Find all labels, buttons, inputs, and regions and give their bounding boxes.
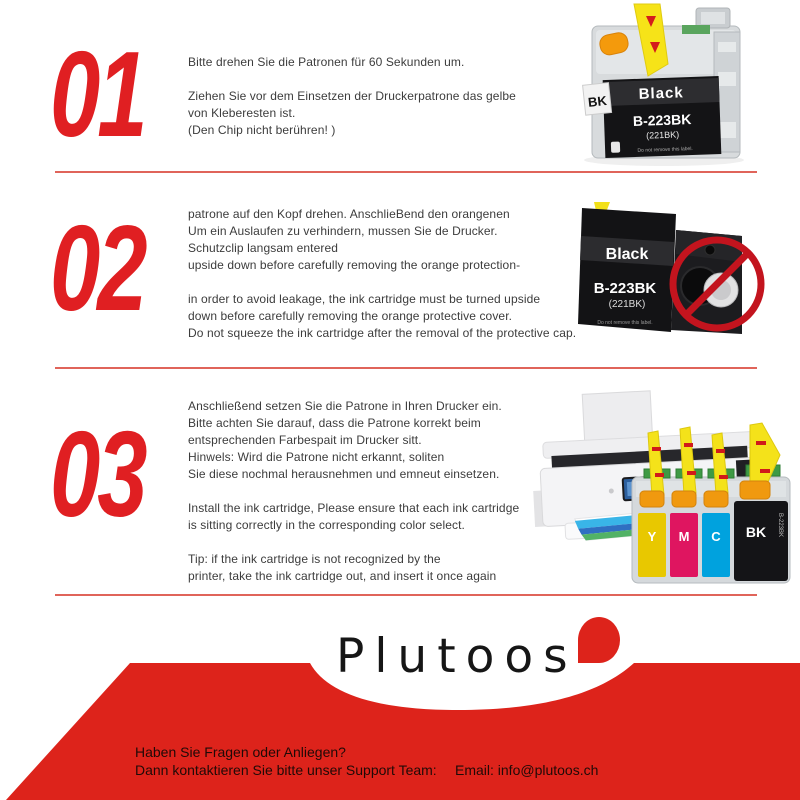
orange-cap (740, 481, 770, 499)
label-color-name: Black (605, 246, 649, 263)
ink-letter-bk: BK (745, 524, 767, 540)
cartridge-yellow (638, 513, 666, 577)
label-warning: Do not remove this label. (597, 320, 653, 326)
brand-logo: Plutoos (336, 629, 578, 684)
step1-number: 01 (50, 26, 145, 162)
orange-cap (640, 491, 664, 507)
step3-text: Anschließend setzen Sie die Patrone in Ihren Drucker ein. Bitte achten Sie darauf, dass die Patrone korrekt beim entsprechenden Farbespait im Drucker sitt. Hinwels: Wird die Patrone nicht erkannt, soliten Sie diese nochmal herausnehmen und emneut einsetzen. Install the ink cartridge, Please ensure that each ink cartridge is sitting correctly in the corresponding color select. Tip: if the ink cartridge is not recognized by the printer, take the ink cartridge out, and insert it once again (188, 399, 520, 583)
label-submodel: (221BK) (608, 299, 646, 310)
label-submodel: (221BK) (645, 129, 680, 141)
notch (718, 72, 736, 86)
orange-cap (672, 491, 696, 507)
step3-printer-photo (498, 385, 798, 595)
cartridge-cyan (702, 513, 730, 577)
footer-contact: Dann kontaktieren Sie bitte unser Support Team: (135, 762, 437, 778)
section-divider (55, 171, 757, 173)
step1-text: Bitte drehen Sie die Patronen für 60 Sekunden um. Ziehen Sie vor dem Einsetzen der Druckerpatrone das gelbe von Kleberesten ist. (Den Chip nicht berühren! ) (188, 55, 516, 137)
footer-email: Email: info@plutoos.ch (455, 762, 599, 778)
bk-model-label: B-223BK (777, 512, 783, 538)
section-divider (55, 594, 757, 596)
hand-icon (611, 142, 620, 153)
ink-letter-c: C (711, 529, 721, 544)
label-warning: Do not remove this label. (637, 145, 693, 154)
black-label (603, 76, 722, 158)
section-divider (55, 367, 757, 369)
label-color-name: Black (638, 84, 684, 103)
ink-letter-m: M (678, 529, 690, 544)
step2-cartridge-closeup (570, 202, 765, 352)
step2-number: 02 (50, 200, 145, 336)
notch (718, 42, 736, 52)
footer-question: Haben Sie Fragen oder Anliegen? (135, 744, 346, 760)
label-model: B-223BK (593, 280, 657, 297)
step1-cartridge-photo (568, 2, 768, 172)
label-model: B-223BK (632, 111, 692, 130)
label-abbr: BK (587, 92, 608, 110)
step3-number: 03 (50, 406, 145, 542)
cartridge-dark-body (578, 208, 676, 332)
chip (682, 25, 710, 34)
step2-text: patrone auf den Kopf drehen. AnschlieBend den orangenen Um ein Auslaufen zu verhindern, mussen Sie de Drucker. Schutzclip langsam entered upside down before carefully removing the orange protection- in order to avoid leakage, the ink cartridge must be turned upside down before carefully removing the orange protective cover. Do not squeeze the ink cartridge after the removal of the protective cap. (188, 207, 577, 340)
top-tab-inner (701, 12, 725, 24)
cartridge-magenta (670, 513, 698, 577)
bk-side-label (583, 83, 612, 116)
ink-letter-y: Y (647, 529, 657, 544)
notch (718, 122, 736, 138)
screw (705, 245, 715, 255)
orange-cap (704, 491, 728, 507)
brand-logo-drop-icon (578, 617, 620, 663)
